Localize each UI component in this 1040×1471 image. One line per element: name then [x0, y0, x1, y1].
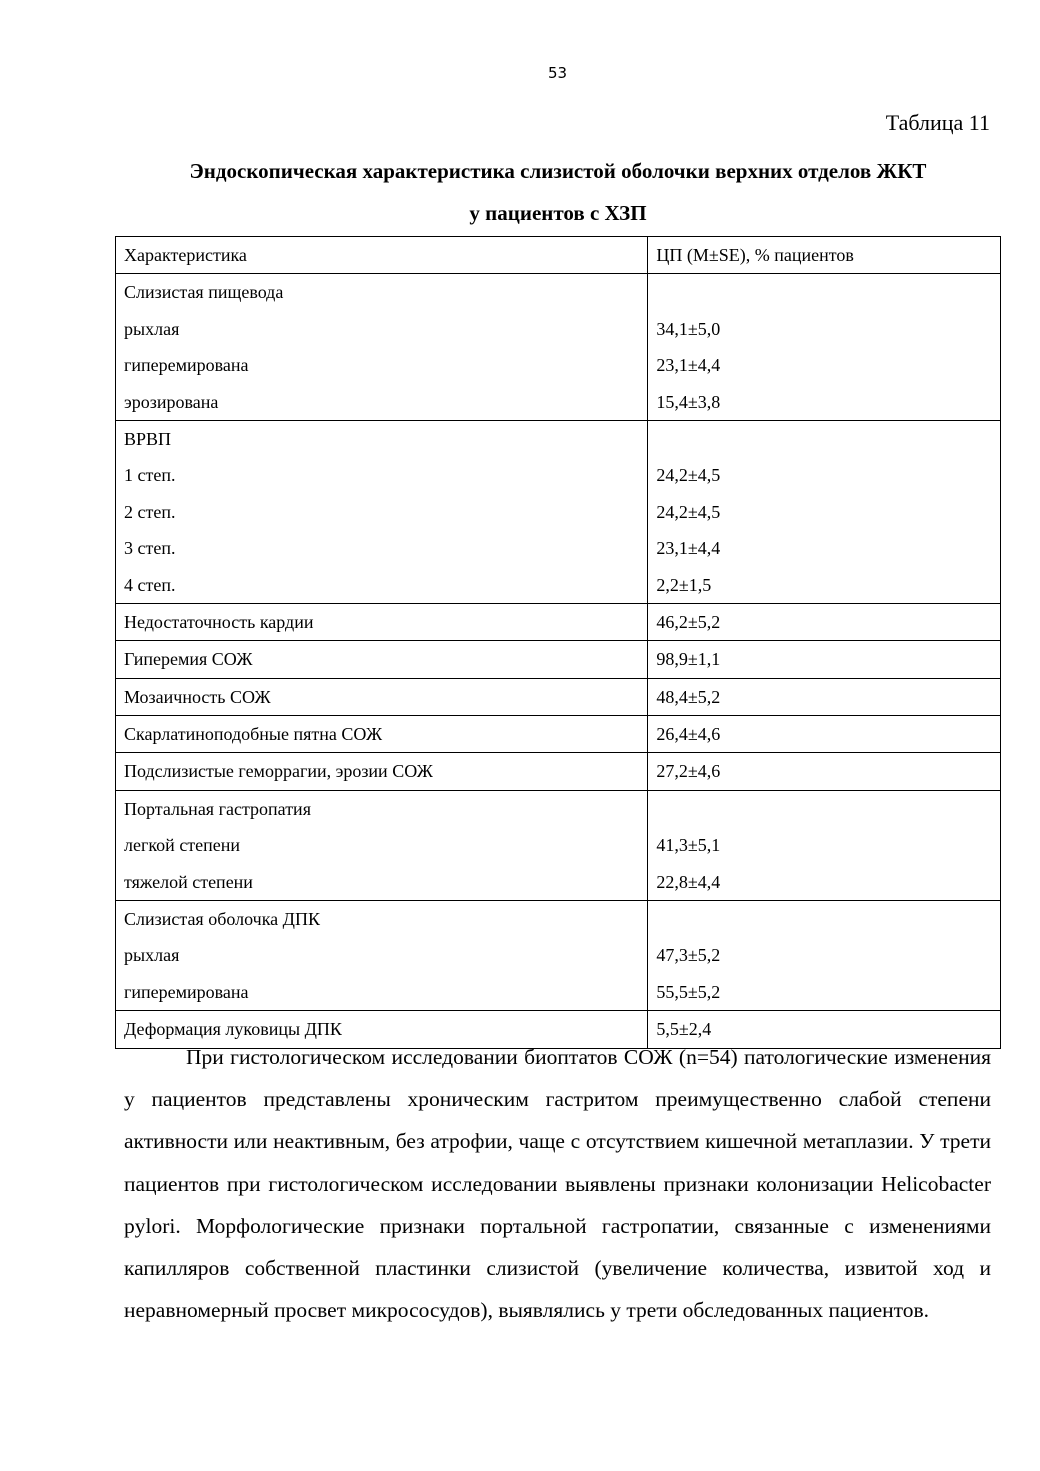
- characteristic-value: [656, 421, 992, 457]
- characteristic-cell: [116, 901, 648, 1011]
- value-cell: [648, 420, 1001, 603]
- characteristic-value: 48,4±5,2: [656, 686, 721, 707]
- table-title-line-2: у пациентов с ХЗП: [469, 201, 647, 225]
- characteristic-cell: [116, 641, 648, 678]
- table-title-line-1: Эндоскопическая характеристика слизистой оболочки верхних отделов ЖКТ: [189, 159, 927, 183]
- characteristic-label: ВРВП: [124, 428, 172, 449]
- characteristic-value: 55,5±5,2: [656, 981, 721, 1002]
- characteristic-value: 24,2±4,5: [656, 465, 721, 486]
- value-cell: [648, 603, 1001, 640]
- table-title: [115, 150, 1001, 234]
- characteristic-label: Гиперемия СОЖ: [124, 649, 253, 670]
- characteristic-value: 98,9±1,1: [656, 649, 721, 670]
- endoscopy-table: [115, 236, 1001, 1049]
- characteristic-value: [656, 274, 992, 310]
- characteristic-label: гиперемирована: [124, 981, 249, 1002]
- table-body: [116, 237, 1001, 1049]
- characteristic-value: [656, 901, 992, 937]
- characteristic-label: Недостаточность кардии: [124, 611, 314, 632]
- table-row: [116, 603, 1001, 640]
- characteristic-value: 24,2±4,5: [656, 501, 721, 522]
- characteristic-label: 1 степ.: [124, 465, 176, 486]
- header-characteristic: Характеристика: [116, 237, 648, 274]
- characteristic-value: 27,2±4,6: [656, 761, 721, 782]
- table-row: [116, 716, 1001, 753]
- characteristic-label: Скарлатиноподобные пятна СОЖ: [124, 724, 383, 745]
- body-paragraph: При гистологическом исследовании биоптатов СОЖ (n=54) патологические изменения у пациентов представлены хроническим гастритом преимущественно слабой степени активности или неактивным, без атрофии, чаще с отсутствием кишечной метаплазии. У трети пациентов при гистологическом исследовании выявлены признаки колонизации Helicobacter pylori. Морфологические признаки портальной гастропатии, связанные с изменениями капилляров собственной пластинки слизистой (увеличение количества, извитой ход и неравномерный просвет микрососудов), выявлялись у трети обследованных пациентов.: [124, 1045, 991, 1323]
- page-number: 53: [547, 64, 568, 82]
- characteristic-label: 3 степ.: [124, 538, 176, 559]
- table-label: Таблица 11: [885, 110, 990, 135]
- characteristic-value: 15,4±3,8: [656, 391, 721, 412]
- characteristic-value: 5,5±2,4: [656, 1019, 712, 1040]
- characteristic-label: Мозаичность СОЖ: [124, 686, 271, 707]
- characteristic-value: 26,4±4,6: [656, 724, 721, 745]
- characteristic-label: Деформация луковицы ДПК: [124, 1019, 342, 1040]
- characteristic-label: Подслизистые геморрагии, эрозии СОЖ: [124, 761, 433, 782]
- value-cell: [648, 753, 1001, 790]
- table-header-row: [116, 237, 1001, 274]
- table-row: [116, 753, 1001, 790]
- characteristic-value: 34,1±5,0: [656, 318, 721, 339]
- characteristic-label: 4 степ.: [124, 574, 176, 595]
- value-cell: [648, 641, 1001, 678]
- table-row: [116, 641, 1001, 678]
- characteristic-cell: [116, 274, 648, 421]
- characteristic-value: 23,1±4,4: [656, 355, 721, 376]
- characteristic-label: Слизистая оболочка ДПК: [124, 909, 320, 930]
- characteristic-cell: [116, 716, 648, 753]
- characteristic-cell: [116, 420, 648, 603]
- characteristic-label: Слизистая пищевода: [124, 282, 284, 303]
- characteristic-label: 2 степ.: [124, 501, 176, 522]
- characteristic-value: [656, 791, 992, 827]
- table-row: [116, 420, 1001, 603]
- characteristic-value: 47,3±5,2: [656, 945, 721, 966]
- characteristic-value: 22,8±4,4: [656, 871, 721, 892]
- characteristic-value: 41,3±5,1: [656, 835, 721, 856]
- value-cell: [648, 901, 1001, 1011]
- characteristic-value: 23,1±4,4: [656, 538, 721, 559]
- characteristic-label: эрозирована: [124, 391, 219, 412]
- characteristic-label: тяжелой степени: [124, 871, 253, 892]
- value-cell: [648, 678, 1001, 715]
- characteristic-label: гиперемирована: [124, 355, 249, 376]
- value-cell: [648, 790, 1001, 900]
- table-row: [116, 274, 1001, 421]
- characteristic-cell: [116, 678, 648, 715]
- header-value: ЦП (M±SE), % пациентов: [648, 237, 1001, 274]
- characteristic-cell: [116, 603, 648, 640]
- characteristic-label: легкой степени: [124, 835, 241, 856]
- characteristic-cell: [116, 790, 648, 900]
- characteristic-value: 46,2±5,2: [656, 611, 721, 632]
- table-row: [116, 678, 1001, 715]
- characteristic-label: Портальная гастропатия: [124, 798, 311, 819]
- characteristic-cell: [116, 753, 648, 790]
- value-cell: [648, 274, 1001, 421]
- characteristic-label: рыхлая: [124, 318, 180, 339]
- table-row: [116, 901, 1001, 1011]
- characteristic-label: рыхлая: [124, 945, 180, 966]
- table-row: [116, 790, 1001, 900]
- characteristic-value: 2,2±1,5: [656, 574, 712, 595]
- value-cell: [648, 716, 1001, 753]
